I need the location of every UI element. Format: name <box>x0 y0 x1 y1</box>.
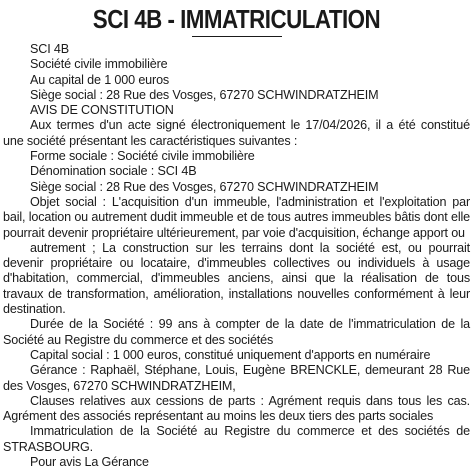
corporate-purpose-continued: autrement ; La construction sur les terrains dont la société est, ou pourrait devenir propriétaire ou locataire, d'immeubles collectives ou individuels à usage d'habitation, commercial, d'immeubles anciens, ainsi que la réalisation de tous travaux de transformation, amélioration, installations nouvelles conformément à leur destination. <box>3 240 470 317</box>
denomination: Dénomination sociale : SCI 4B <box>30 164 197 179</box>
title-underline <box>192 36 282 37</box>
notice-body <box>3 42 470 470</box>
notice-title: SCI 4B - IMMATRICULATION <box>92 4 381 34</box>
company-duration: Durée de la Société : 99 ans à compter de la date de l'immatriculation de la Société au Registre du commerce et des sociétés <box>3 317 470 347</box>
company-capital: Au capital de 1 000 euros <box>30 72 170 87</box>
constitution-statement: Aux termes d'un acte signé électroniquement le 17/04/2026, il a été constitué une société présentant les caractéristiques suivantes : <box>3 118 470 148</box>
notice-heading: AVIS DE CONSTITUTION <box>30 103 174 118</box>
corporate-purpose: Objet social : L'acquisition d'un immeuble, l'administration et l'exploitation par bail, location ou autrement dudit immeuble et de tous autres immeubles bâtis dont elle pourrait devenir propriétaire ultérieurement, par voie d'acquisition, échange apport ou <box>3 194 470 240</box>
registered-office: Siège social : 28 Rue des Vosges, 67270 SCHWINDRATZHEIM <box>30 179 379 194</box>
company-type: Société civile immobilière <box>30 57 168 72</box>
company-address: Siège social : 28 Rue des Vosges, 67270 SCHWINDRATZHEIM <box>30 87 379 102</box>
company-name: SCI 4B <box>30 42 69 56</box>
signature-line: Pour avis La Gérance <box>30 455 149 470</box>
share-capital: Capital social : 1 000 euros, constitué uniquement d'apports en numéraire <box>30 347 431 362</box>
registration: Immatriculation de la Société au Registre du commerce et des sociétés de STRASBOURG. <box>3 424 470 454</box>
management: Gérance : Raphaël, Stéphane, Louis, Eugène BRENCKLE, demeurant 28 Rue des Vosges, 67270 SCHWINDRATZHEIM, <box>3 363 470 393</box>
legal-form: Forme sociale : Société civile immobilière <box>30 149 255 164</box>
share-transfer-clauses: Clauses relatives aux cessions de parts : Agrément requis dans tous les cas. Agrément des associés représentant au moins les deux tiers des parts sociales <box>3 393 470 424</box>
